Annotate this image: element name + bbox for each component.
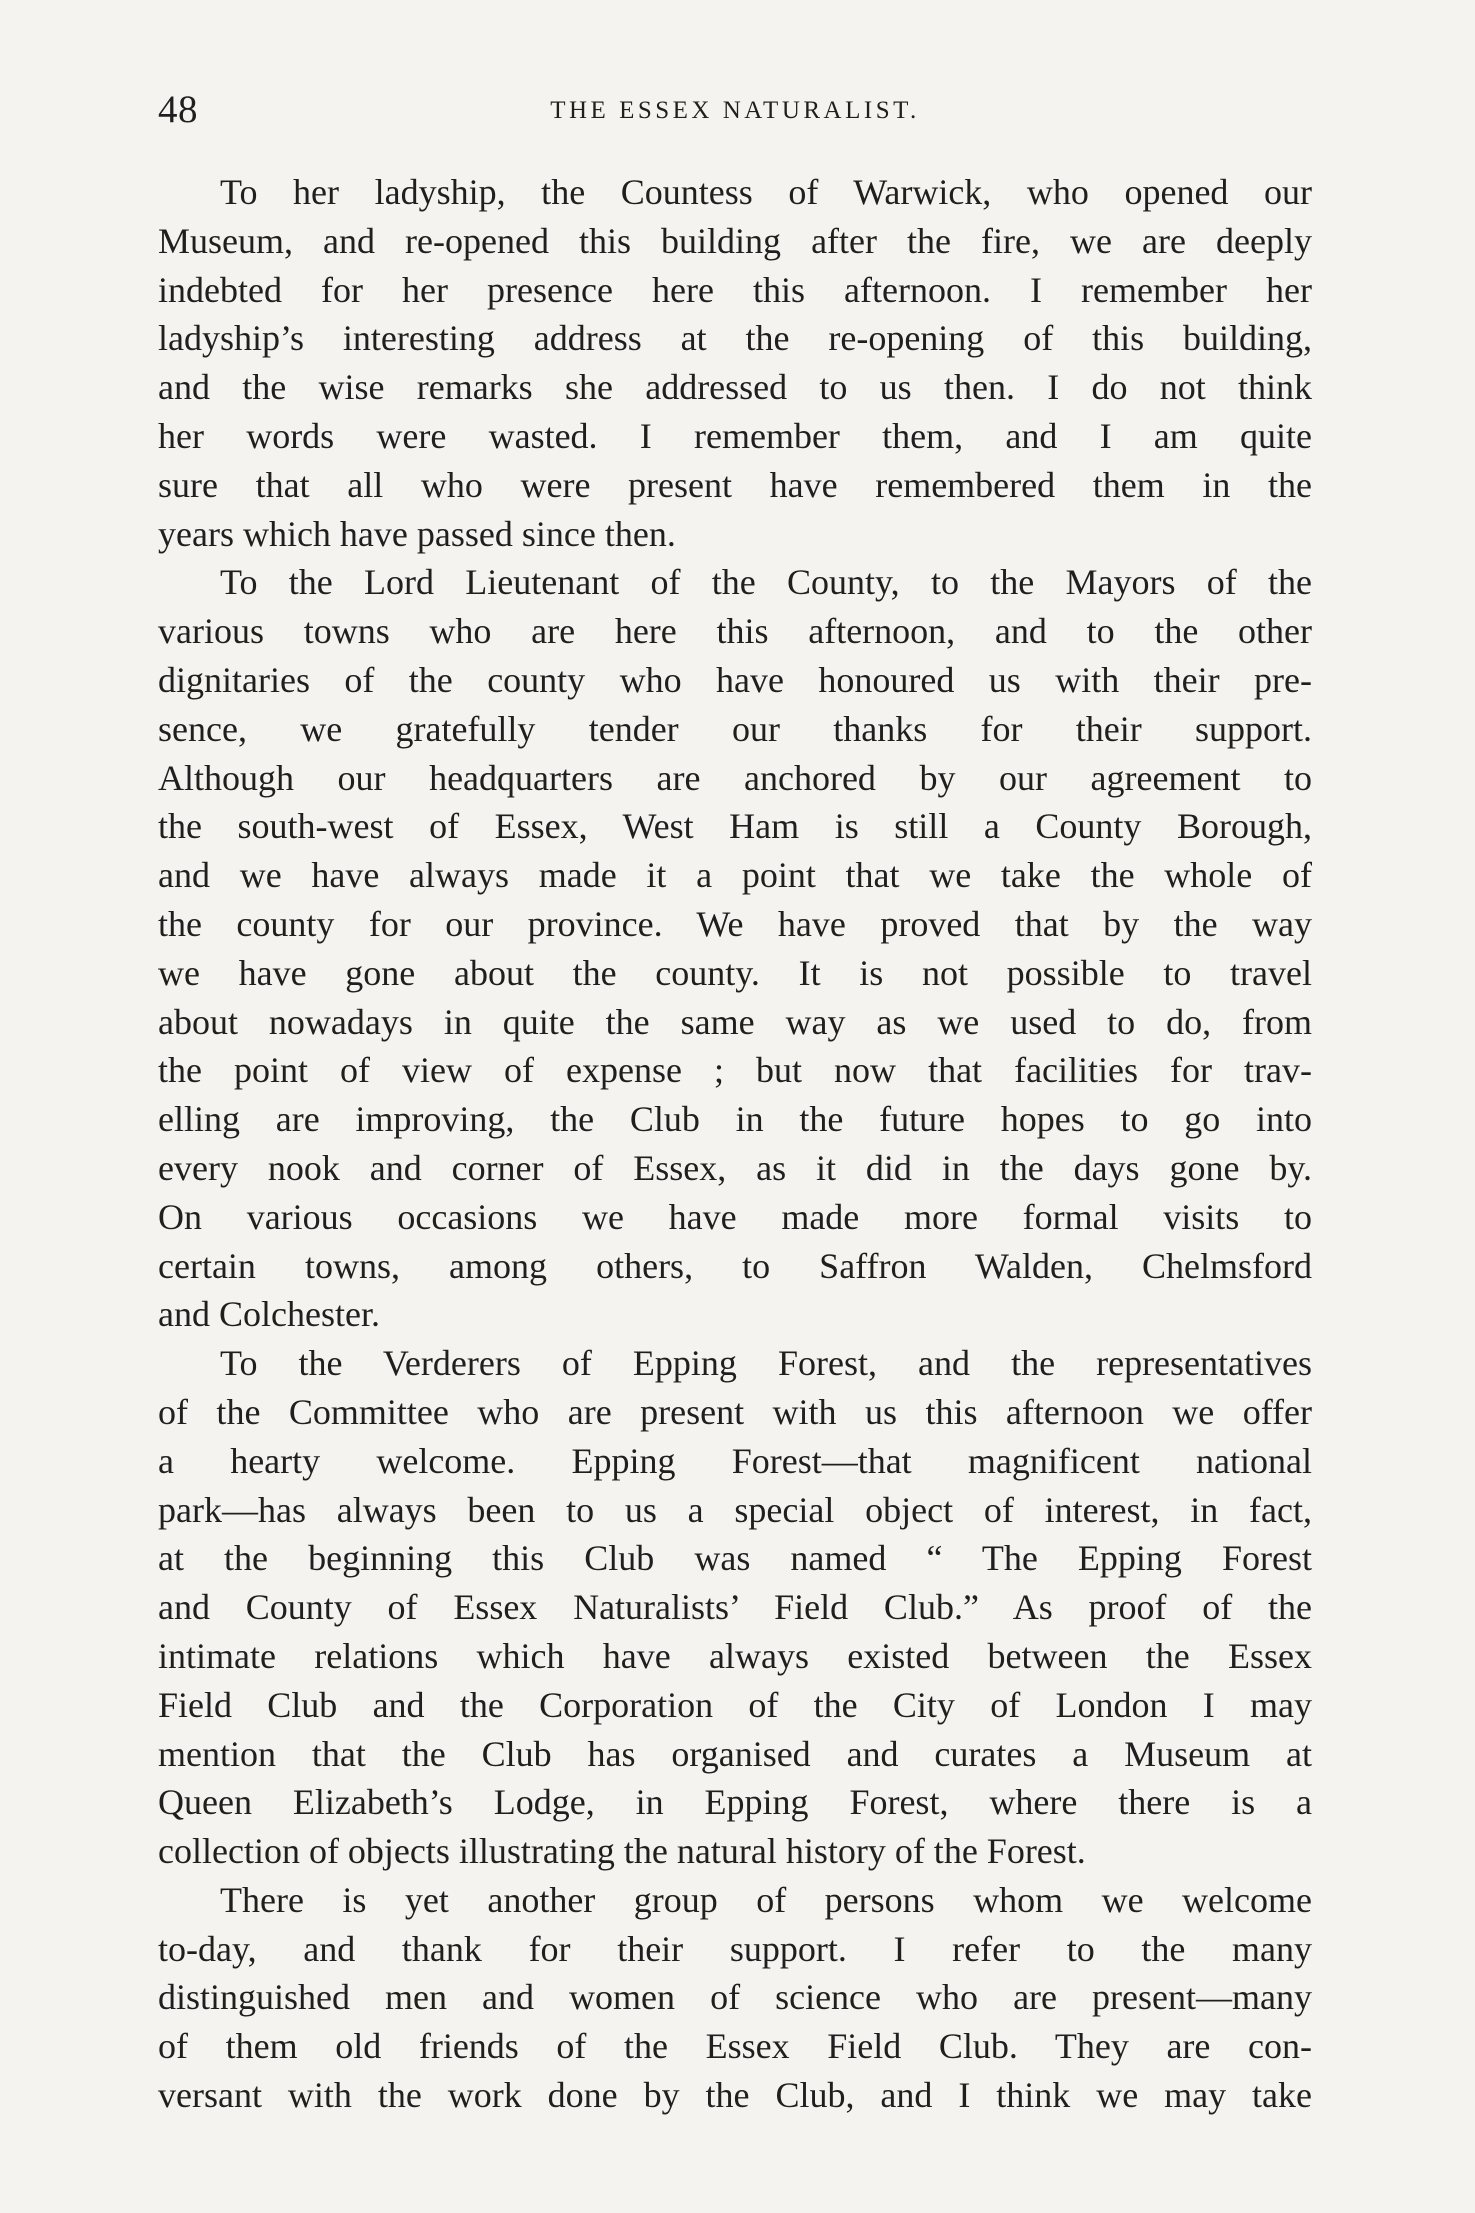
- text-line: certain towns, among others, to Saffron Walden, Chelmsford: [158, 1245, 1312, 1286]
- text-line: To the Verderers of Epping Forest, and the representatives: [220, 1343, 1312, 1384]
- text-line: to-day, and thank for their support. I refer to the many: [158, 1928, 1312, 1969]
- body-text: [158, 168, 1312, 2120]
- text-line: a hearty welcome. Epping Forest—that magnificent national: [158, 1440, 1312, 1481]
- text-line: On various occasions we have made more formal visits to: [158, 1196, 1312, 1237]
- text-line: about nowadays in quite the same way as we used to do, from: [158, 1001, 1312, 1042]
- text-line: years which have passed since then.: [158, 513, 676, 554]
- text-line: Museum, and re-opened this building after the fire, we are deeply: [158, 220, 1312, 261]
- text-line: her words were wasted. I remember them, and I am quite: [158, 415, 1312, 456]
- text-line: various towns who are here this afternoon, and to the other: [158, 611, 1312, 652]
- text-line: park—has always been to us a special object of interest, in fact,: [158, 1489, 1312, 1530]
- text-line: versant with the work done by the Club, and I think we may take: [158, 2075, 1312, 2116]
- text-line: To the Lord Lieutenant of the County, to the Mayors of the: [220, 562, 1312, 603]
- text-line: and County of Essex Naturalists’ Field Club.” As proof of the: [158, 1587, 1312, 1628]
- text-line: Field Club and the Corporation of the City of London I may: [158, 1684, 1312, 1725]
- text-line: intimate relations which have always existed between the Essex: [158, 1635, 1312, 1676]
- text-line: dignitaries of the county who have honoured us with their pre-: [158, 659, 1312, 700]
- text-line: mention that the Club has organised and curates a Museum at: [158, 1733, 1312, 1774]
- page-number: 48: [158, 88, 198, 131]
- page-header: [158, 86, 1312, 146]
- text-line: and we have always made it a point that we take the whole of: [158, 855, 1312, 896]
- running-title: THE ESSEX NATURALIST.: [550, 97, 920, 124]
- text-line: and Colchester.: [158, 1294, 380, 1335]
- text-line: at the beginning this Club was named “ The Epping Forest: [158, 1538, 1312, 1579]
- text-line: the county for our province. We have proved that by the way: [158, 903, 1312, 944]
- text-line: of them old friends of the Essex Field Club. They are con-: [158, 2026, 1312, 2067]
- text-line: indebted for her presence here this afternoon. I remember her: [158, 269, 1312, 310]
- text-line: sure that all who were present have remembered them in the: [158, 464, 1312, 505]
- text-line: every nook and corner of Essex, as it did in the days gone by.: [158, 1147, 1312, 1188]
- text-line: distinguished men and women of science who are present—many: [158, 1977, 1312, 2018]
- text-line: the south-west of Essex, West Ham is still a County Borough,: [158, 806, 1312, 847]
- text-line: Although our headquarters are anchored by our agreement to: [158, 757, 1312, 798]
- text-line: elling are improving, the Club in the future hopes to go into: [158, 1099, 1312, 1140]
- text-line: sence, we gratefully tender our thanks for their support.: [158, 708, 1312, 749]
- text-line: ladyship’s interesting address at the re-opening of this building,: [158, 318, 1312, 359]
- text-line: There is yet another group of persons whom we welcome: [220, 1879, 1312, 1920]
- text-line: of the Committee who are present with us this afternoon we offer: [158, 1391, 1312, 1432]
- text-line: the point of view of expense ; but now that facilities for trav-: [158, 1050, 1312, 1091]
- text-line: To her ladyship, the Countess of Warwick, who opened our: [220, 172, 1312, 212]
- text-line: and the wise remarks she addressed to us then. I do not think: [158, 367, 1312, 408]
- text-line: collection of objects illustrating the natural history of the Forest.: [158, 1831, 1086, 1872]
- text-line: Queen Elizabeth’s Lodge, in Epping Forest, where there is a: [158, 1782, 1312, 1823]
- text-line: we have gone about the county. It is not possible to travel: [158, 952, 1312, 993]
